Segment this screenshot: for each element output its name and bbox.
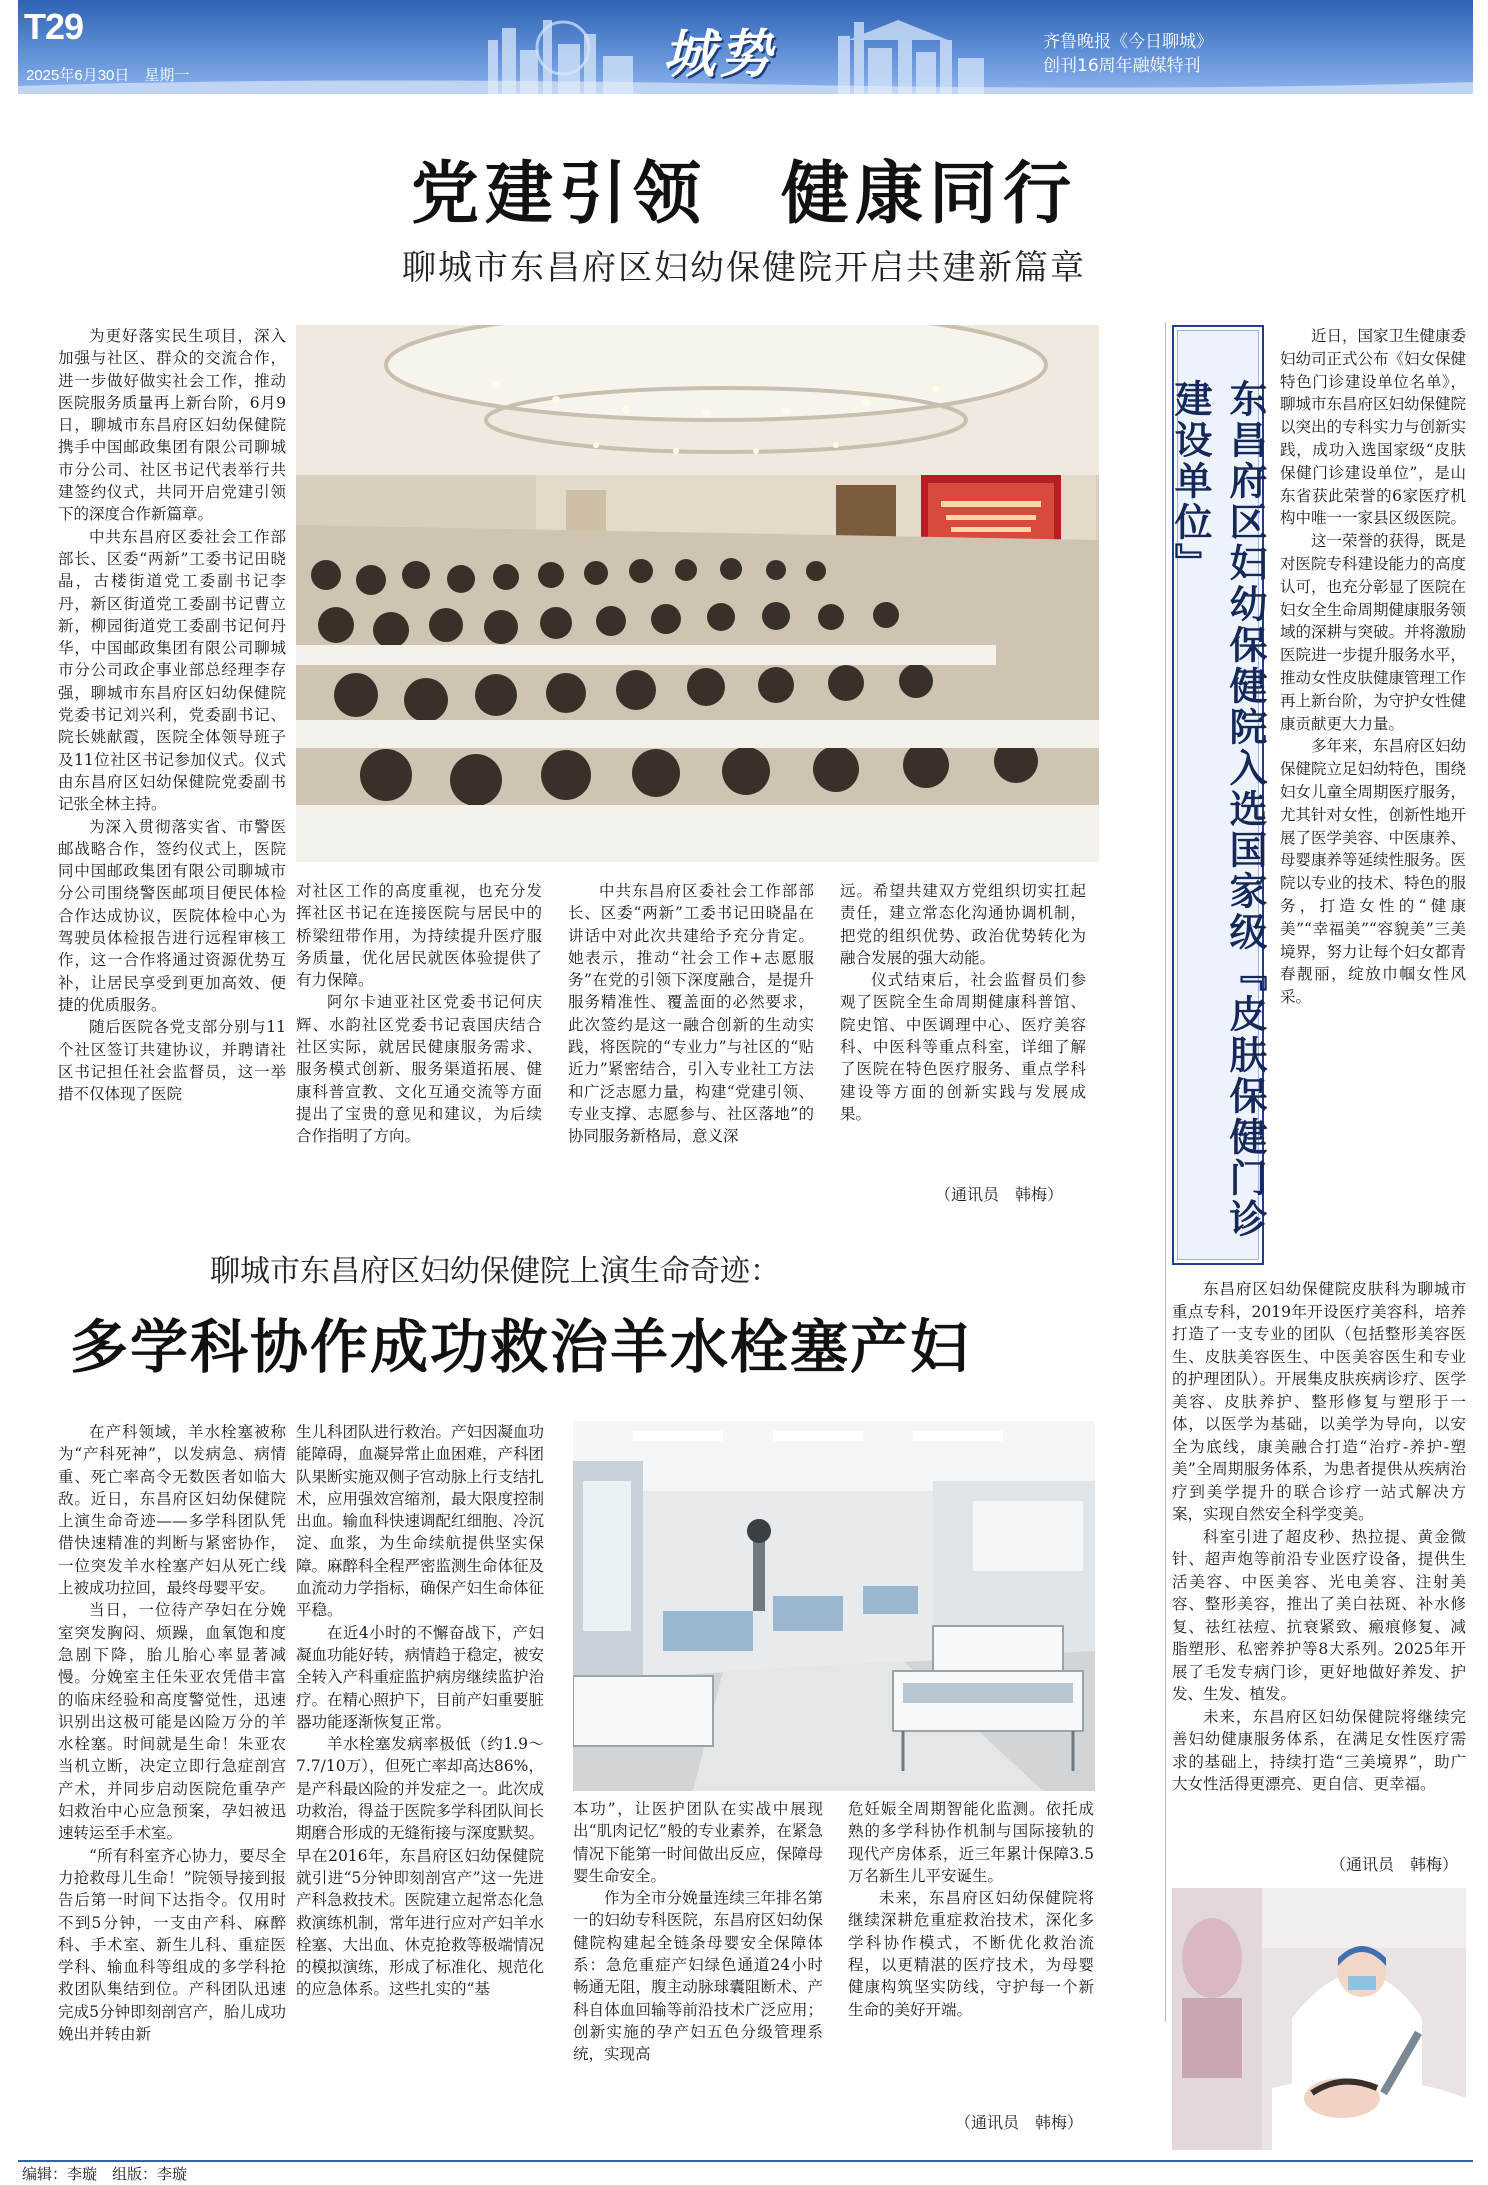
article2-column-3 — [573, 1798, 823, 2153]
footer-rule — [18, 2160, 1473, 2162]
article1-paragraph: 中共东昌府区委社会工作部部长、区委“两新”工委书记田晓晶在讲话中对此次共建给予充分肯定。她表示，推动“社会工作+志愿服务”在党的引领下深度融合，是提升服务精准性、覆盖面的必然要求，此次签约是这一融合创新的生动实践，将医院的“专业力”与社区的“贴近力”紧密结合，引入专业社工方法和广泛志愿力量，构建“党建引领、专业支撑、志愿参与、社区落地”的协同服务新格局，意义深 — [568, 882, 814, 1146]
article2-headline: 多学科协作成功救治羊水栓塞产妇 — [70, 1313, 971, 1381]
article2-paragraph: 危妊娠全周期智能化监测。依托成熟的多学科协作机制与国际接轨的现代产房体系，近三年累计保障3.5万名新生儿平安诞生。 — [848, 1800, 1094, 1885]
sidebar-narrow-column — [1280, 325, 1466, 1277]
sidebar-paragraph: 东昌府区妇幼保健院皮肤科为聊城市重点专科，2019年开设医疗美容科，培养打造了一支专业的团队（包括整形美容医生、皮肤美容医生、中医美容医生和专业的护理团队）。开展集皮肤疾病诊疗、医学美容、皮肤养护、整形修复与塑形于一体，以医学为基础，以美学为导向，以安全为底线，康美融合打造“治疗-养护-塑美”全周期服务体系，为患者提供从疾病治疗到美学提升的联合诊疗一站式解决方案，实现自然安全科学变美。 — [1172, 1280, 1466, 1523]
sidebar-paragraph: 近日，国家卫生健康委妇幼司正式公布《妇女保健特色门诊建设单位名单》，聊城市东昌府区妇幼保健院以突出的专科实力与创新实践，成功入选国家级“皮肤保健门诊建设单位”，是山东省获此荣誉的6家医疗机构中唯一一家县区级医院。 — [1280, 327, 1466, 528]
article1-column-2 — [296, 880, 542, 1215]
meeting-hall-photo — [296, 325, 1099, 862]
article2-paragraph: 在产科领域，羊水栓塞被称为“产科死神”，以发病急、病情重、死亡率高令无数医者如临大敌。近日，东昌府区妇幼保健院上演生命奇迹——多学科团队凭借快速精准的判断与紧密协作，一位突发羊水栓塞产妇从死亡线上被成功拉回，最终母婴平安。 — [58, 1423, 286, 1598]
sidebar-headline-frame — [1168, 330, 1267, 1260]
paper-name — [1043, 30, 1213, 78]
article1-headline: 党建引领 健康同行 — [410, 155, 1077, 234]
article2-byline: （通讯员 韩梅） — [955, 2113, 1084, 2132]
hospital-ward-photo — [573, 1421, 1095, 1791]
sidebar-paragraph: 未来，东昌府区妇幼保健院将继续完善妇幼健康服务体系，在满足女性医疗需求的基础上，持续打造“三美境界”，助广大女性活得更漂亮、更自信、更幸福。 — [1172, 1707, 1466, 1793]
article1-paragraph: 为更好落实民生项目，深入加强与社区、群众的交流合作，进一步做好做实社会工作，推动医院服务质量再上新台阶，6月9日，聊城市东昌府区妇幼保健院携手中国邮政集团有限公司聊城市分公司、社区书记代表举行共建签约仪式，共同开启党建引领下的深度合作新篇章。 — [58, 327, 286, 524]
page-number: T29 — [24, 6, 84, 47]
sidebar-wide-column — [1172, 1278, 1466, 1846]
masthead-band — [18, 0, 1473, 94]
article2-column-2 — [296, 1421, 544, 2151]
paper-name-line2: 创刊16周年融媒特刊 — [1043, 56, 1201, 76]
article2-kicker: 聊城市东昌府区妇幼保健院上演生命奇迹： — [210, 1254, 780, 1289]
article2-paragraph: 羊水栓塞发病率极低（约1.9～7.7/10万），但死亡率却高达86%，是产科最凶险的并发症之一。此次成功救治，得益于医院多学科团队间长期磨合形成的无缝衔接与深度默契。早在2016年，东昌府区妇幼保健院就引进“5分钟即刻剖宫产”这一先进产科急救技术。医院建立起常态化急救演练机制，常年进行应对产妇羊水栓塞、大出血、休克抢救等极端情况的模拟演练，形成了标准化、规范化的应急体系。这些扎实的“基 — [296, 1735, 544, 1999]
article2-paragraph: 作为全市分娩量连续三年排名第一的妇幼专科医院，东昌府区妇幼保健院构建起全链条母婴安全保障体系：急危重症产妇绿色通道24小时畅通无阻，腹主动脉球囊阻断术、产科自体血回输等前沿技术广泛应用；创新实施的孕产妇五色分级管理系统，实现高 — [573, 1889, 823, 2064]
sidebar-paragraph: 这一荣誉的获得，既是对医院专科建设能力的高度认可，也充分彰显了医院在妇女全生命周期健康服务领域的深耕与突破。并将激励医院进一步提升服务水平，推动女性皮肤健康管理工作再上新台阶，为守护女性健康贡献更大力量。 — [1280, 532, 1466, 733]
article1-column-1 — [58, 325, 286, 1215]
article1-paragraph: 为深入贯彻落实省、市警医邮战略合作，签约仪式上，医院同中国邮政集团有限公司聊城市分公司围绕警医邮项目便民体检合作达成协议，医院体检中心为驾驶员体检报告进行远程审核工作，这一合作将通过资源优势互补，让居民享受到更加高效、便捷的优质服务。 — [58, 817, 286, 1014]
article1-paragraph: 对社区工作的高度重视，也充分发挥社区书记在连接医院与居民中的桥梁纽带作用，为持续提升医疗服务质量，优化居民就医体验提供了有力保障。 — [296, 882, 542, 990]
article1-column-4 — [840, 880, 1086, 1180]
paper-name-line1: 齐鲁晚报《今日聊城》 — [1043, 32, 1213, 52]
sidebar-byline: （通讯员 韩梅） — [1330, 1855, 1459, 1874]
article2-paragraph: 本功”，让医护团队在实战中展现出“肌肉记忆”般的专业素养，在紧急情况下能第一时间做出反应，保障母婴生命安全。 — [573, 1800, 823, 1885]
footer-credits: 编辑：李璇 组版：李璇 — [22, 2165, 188, 2183]
article2-paragraph: 当日，一位待产孕妇在分娩室突发胸闷、烦躁，血氧饱和度急剧下降，胎儿胎心率显著减慢。分娩室主任朱亚农凭借丰富的临床经验和高度警觉性，迅速识别出这极可能是凶险万分的羊水栓塞。时间就是生命！朱亚农当机立断，决定立即行急症剖宫产术，并同步启动医院危重孕产妇救治中心应急预案，孕妇被迅速转运至手术室。 — [58, 1601, 286, 1843]
article2-column-4 — [848, 1798, 1094, 2108]
article1-column-3 — [568, 880, 814, 1215]
article2-paragraph: 生儿科团队进行救治。产妇因凝血功能障碍，血凝异常止血困难，产科团队果断实施双侧子宫动脉上行支结扎术，应用强效宫缩剂，最大限度控制出血。输血科快速调配红细胞、冷沉淀、血浆，为生命续航提供坚实保障。麻醉科全程严密监测生命体征及血流动力学指标，确保产妇生命体征平稳。 — [296, 1423, 544, 1620]
sidebar-paragraph: 科室引进了超皮秒、热拉提、黄金微针、超声炮等前沿专业医疗设备，提供生活美容、中医美容、光电美容、注射美容、整形美容，推出了美白祛斑、补水修复、祛红祛痘、抗衰紧致、瘢痕修复、减脂塑形、私密养护等8大系列。2025年开展了毛发专病门诊，更好地做好养发、护发、生发、植发。 — [1172, 1527, 1466, 1703]
article2-paragraph: “所有科室齐心协力，要尽全力抢救母儿生命！”院领导接到报告后第一时间下达指令。仅用时不到5分钟，一支由产科、麻醉科、手术室、新生儿科、重症医学科、输血科等组成的多学科抢救团队集结到位。产科团队迅速完成5分钟即刻剖宫产，胎儿成功娩出并转由新 — [58, 1846, 286, 2044]
article1-paragraph: 阿尔卡迪亚社区党委书记何庆辉、水韵社区党委书记袁国庆结合社区实际，就居民健康服务需求、服务模式创新、服务渠道拓展、健康科普宣教、文化互通交流等方面提出了宝贵的意见和建议，为后续合作指明了方向。 — [296, 993, 542, 1146]
article2-paragraph: 在近4小时的不懈奋战下，产妇凝血功能好转，病情趋于稳定，被安全转入产科重症监护病房继续监护治疗。在精心照护下，目前产妇重要脏器功能逐渐恢复正常。 — [296, 1623, 544, 1731]
page-date: 2025年6月30日 星期一 — [26, 67, 190, 84]
beauty-clinic-photo — [1172, 1888, 1466, 2150]
article1-paragraph: 随后医院各党支部分别与11个社区签订共建协议，并聘请社区书记担任社会监督员，这一举措不仅体现了医院 — [58, 1018, 286, 1104]
article1-paragraph: 仪式结束后，社会监督员们参观了医院全生命周期健康科普馆、院史馆、中医调理中心、医疗美容科、中医科等重点科室，详细了解了医院在特色医疗服务、重点学科建设等方面的创新实践与发展成果。 — [840, 971, 1086, 1123]
section-title: 城势 — [663, 25, 776, 85]
article1-byline: （通讯员 韩梅） — [935, 1185, 1064, 1204]
sidebar-vertical-headline-box — [1168, 325, 1267, 1265]
article1-subheadline: 聊城市东昌府区妇幼保健院开启共建新篇章 — [402, 248, 1086, 288]
article2-column-1 — [58, 1421, 286, 2151]
sidebar-paragraph: 多年来，东昌府区妇幼保健院立足妇幼特色，围绕妇女儿童全周期医疗服务，尤其针对女性，创新性地开展了医学美容、中医康养、母婴康养等延续性服务。医院以专业的技术、特色的服务，打造女性的“健康美”“幸福美”“容貌美”三美境界，努力让每个妇女都青春靓丽，绽放巾帼女性风采。 — [1280, 737, 1466, 1007]
article1-paragraph: 中共东昌府区委社会工作部部长、区委“两新”工委书记田晓晶，古楼街道党工委副书记李丹，新区街道党工委副书记曹立新，柳园街道党工委副书记何丹华，中国邮政集团有限公司聊城市分公司政企事业部总经理李存强，聊城市东昌府区妇幼保健院党委书记刘兴利，党委副书记、院长姚献霞，医院全体领导班子及11位社区书记参加仪式。仪式由东昌府区妇幼保健院党委副书记张全林主持。 — [58, 527, 286, 814]
article1-paragraph: 远。希望共建双方党组织切实扛起责任，建立常态化沟通协调机制，把党的组织优势、政治优势转化为融合发展的强大动能。 — [840, 882, 1086, 967]
article2-paragraph: 未来，东昌府区妇幼保健院将继续深耕危重症救治技术，深化多学科协作模式，不断优化救治流程，以更精湛的医疗技术，为母婴健康构筑坚实防线，守护每一个新生命的美好开端。 — [848, 1889, 1094, 2019]
sidebar-headline: 东昌府区妇幼保健院入选国家级『皮肤保健门诊建设单位』 — [1168, 379, 1267, 1240]
